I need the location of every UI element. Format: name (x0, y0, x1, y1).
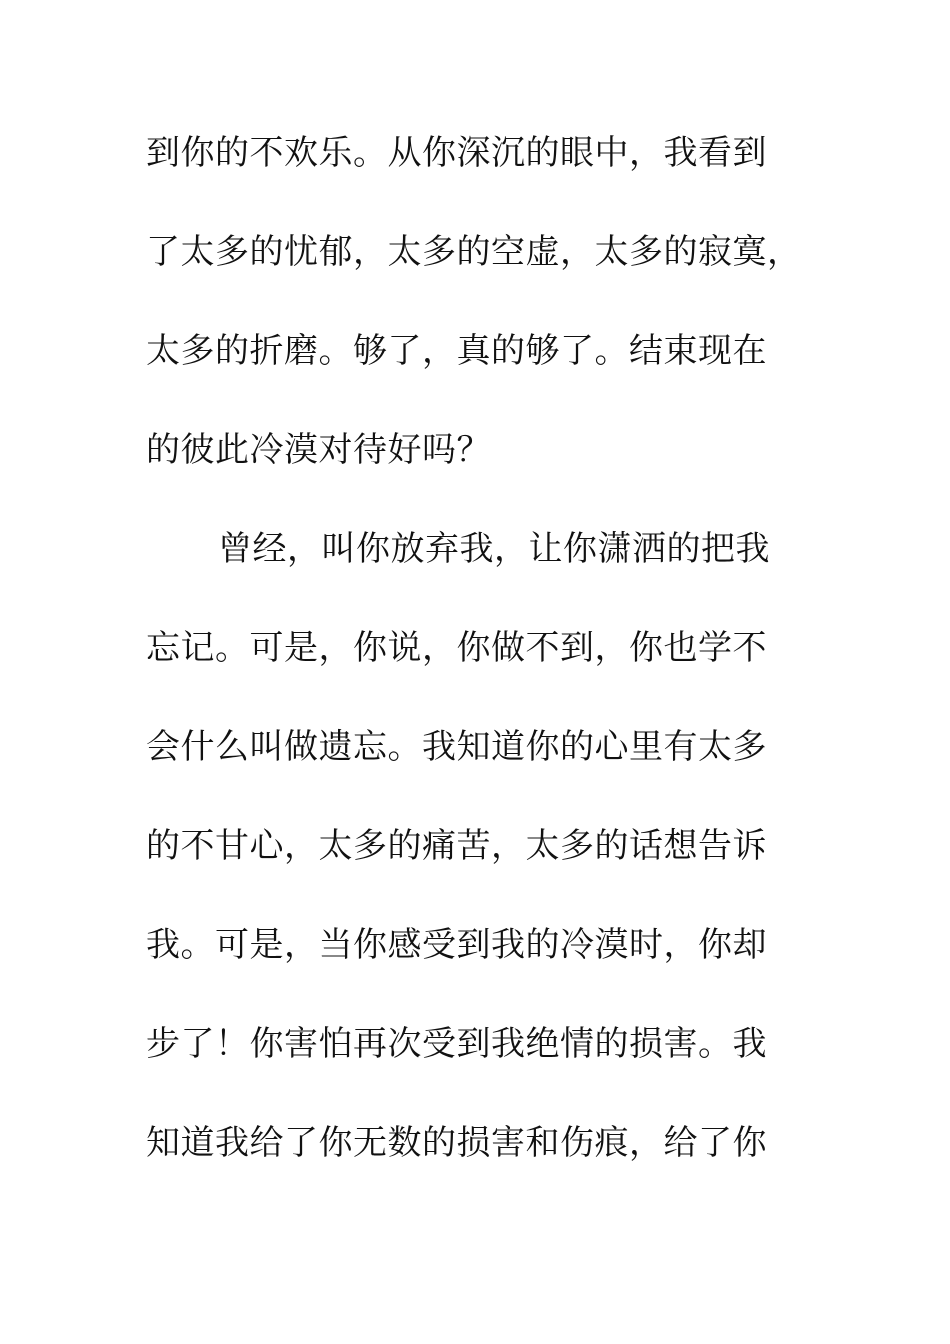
text-line: 了太多的忧郁，太多的空虚，太多的寂寞， (146, 232, 802, 272)
paragraph-start-line: 曾经，叫你放弃我，让你潇洒的把我 (218, 529, 770, 569)
body-text (146, 125, 806, 1214)
text-line: 知道我给了你无数的损害和伤痕，给了你 (146, 1123, 767, 1163)
text-line: 的彼此冷漠对待好吗？ (146, 430, 491, 470)
text-line: 到你的不欢乐。从你深沉的眼中，我看到 (146, 133, 767, 173)
text-line: 步了！你害怕再次受到我绝情的损害。我 (146, 1024, 767, 1064)
text-line: 我。可是，当你感受到我的冷漠时，你却 (146, 925, 767, 965)
text-line: 太多的折磨。够了，真的够了。结束现在 (146, 331, 767, 371)
text-line: 的不甘心，太多的痛苦，太多的话想告诉 (146, 826, 767, 866)
text-line: 忘记。可是，你说，你做不到，你也学不 (146, 628, 767, 668)
text-line: 会什么叫做遗忘。我知道你的心里有太多 (146, 727, 767, 767)
